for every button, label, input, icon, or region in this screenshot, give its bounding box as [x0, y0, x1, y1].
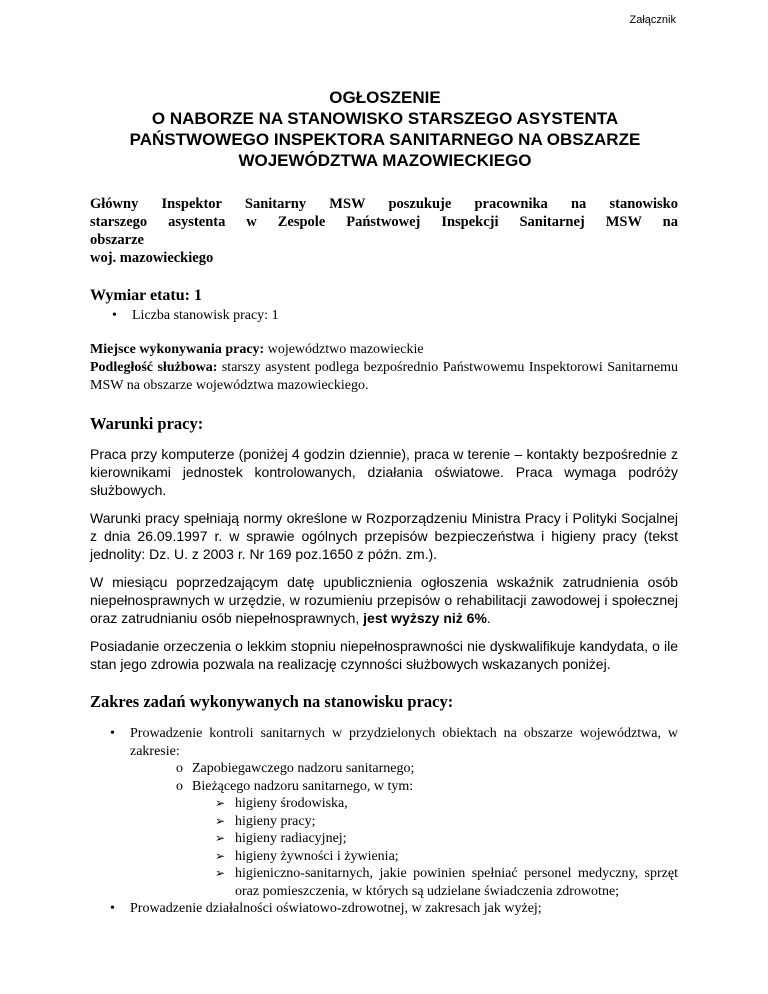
page-title: [90, 87, 680, 171]
tasks-list: [90, 725, 678, 918]
intro-line: starszego asystenta w Zespole Państwowej Inspekcji Sanitarnej MSW na: [90, 214, 678, 230]
task-subsubitem: ➢ higieny pracy;: [215, 813, 678, 831]
tasks-heading: Zakres zadań wykonywanych na stanowisku pracy:: [90, 692, 454, 711]
conditions-paragraph: Posiadanie orzeczenia o lekkim stopniu niepełnosprawności nie dyskwalifikuje kandydata, o ile stan jego zdrowia pozwala na realizację czynności służbowych wskazanych poniżej.: [90, 638, 678, 672]
task-subitem-text: o Bieżącego nadzoru sanitarnego, w tym:: [192, 778, 414, 794]
task-subsubitem: ➢ higieny środowiska,: [215, 795, 678, 813]
subordination-label: Podległość służbowa:: [90, 360, 218, 375]
title-line: PAŃSTWOWEGO INSPEKTORA SANITARNEGO NA OBSZARZE: [129, 130, 641, 149]
list-item: • Liczba stanowisk pracy: 1: [112, 307, 678, 325]
subordination-line: [90, 359, 678, 395]
employment-rate: jest wyższy niż 6%: [363, 610, 487, 626]
task-item: • Prowadzenie działalności oświatowo-zdrowotnej, w zakresach jak wyżej;: [110, 900, 678, 918]
task-subsubitem: ➢ higieniczno-sanitarnych, jakie powinien spełniać personel medyczny, sprzęt oraz pomieszczenia, w których są udzielane świadczenia zdrowotne;: [215, 865, 678, 900]
task-subitem: o Zapobiegawczego nadzoru sanitarnego;: [176, 760, 678, 778]
title-line: O NABORZE NA STANOWISKO STARSZEGO ASYSTENTA: [151, 109, 619, 128]
conditions-paragraph: [90, 573, 678, 627]
document-body: [90, 195, 678, 918]
task-subitem: [176, 778, 678, 901]
place-value: województwo mazowieckie: [264, 342, 424, 357]
task-subsubitem: ➢ higieny żywności i żywienia;: [215, 848, 678, 866]
etat-heading: Wymiar etatu: 1: [90, 287, 202, 304]
task-text: • Prowadzenie kontroli sanitarnych w przydzielonych obiektach na obszarze województwa, w zakresie:: [130, 726, 678, 759]
title-line: OGŁOSZENIE: [329, 88, 441, 107]
employment-end: .: [486, 610, 491, 626]
etat-list: [90, 307, 678, 325]
intro-line: obszarze: [90, 232, 144, 248]
intro-line: woj. mazowieckiego: [90, 250, 214, 266]
subordination-value: starszy asystent podlega bezpośrednio Państwowemu Inspektorowi Sanitarnemu MSW na obszarze województwa mazowieckiego.: [90, 360, 678, 393]
title-line: WOJEWÓDZTWA MAZOWIECKIEGO: [238, 151, 532, 170]
task-item: [110, 725, 678, 900]
place-label: Miejsce wykonywania pracy:: [90, 342, 265, 357]
details-block: [90, 341, 678, 395]
conditions-paragraph: Praca przy komputerze (poniżej 4 godzin dziennie), praca w terenie – kontakty bezpośrednie z kierownikami jednostek kontrolowanych, działania oświatowe. Praca wymaga podróży służbowych.: [90, 446, 678, 498]
task-sublist: [130, 760, 678, 900]
task-subsubitem: ➢ higieny radiacyjnej;: [215, 830, 678, 848]
attachment-label: Załącznik: [629, 14, 676, 26]
conditions-paragraph: Warunki pracy spełniają normy określone w Rozporządzeniu Ministra Pracy i Polityki Socjalnej z dnia 26.09.1997 r. w sprawie ogólnych przepisów bezpieczeństwa i higieny pracy (tekst jednolity: Dz. U. z 2003 r. Nr 169 poz.1650 z późn. zm.).: [90, 510, 678, 562]
conditions-heading: Warunki pracy:: [90, 414, 204, 433]
task-subsublist: [192, 795, 678, 900]
place-line: [90, 341, 678, 359]
intro-paragraph: [90, 195, 678, 267]
employment-text: W miesiącu poprzedzającym datę upublicznienia ogłoszenia wskaźnik zatrudnienia osób niepełnosprawnych w urzędzie, w rozumieniu przepisów o rehabilitacji zawodowej i społecznej oraz zatrudnianiu osób niepełnosprawnych,: [90, 574, 678, 626]
intro-line: Główny Inspektor Sanitarny MSW poszukuje pracownika na stanowisko: [90, 196, 678, 212]
